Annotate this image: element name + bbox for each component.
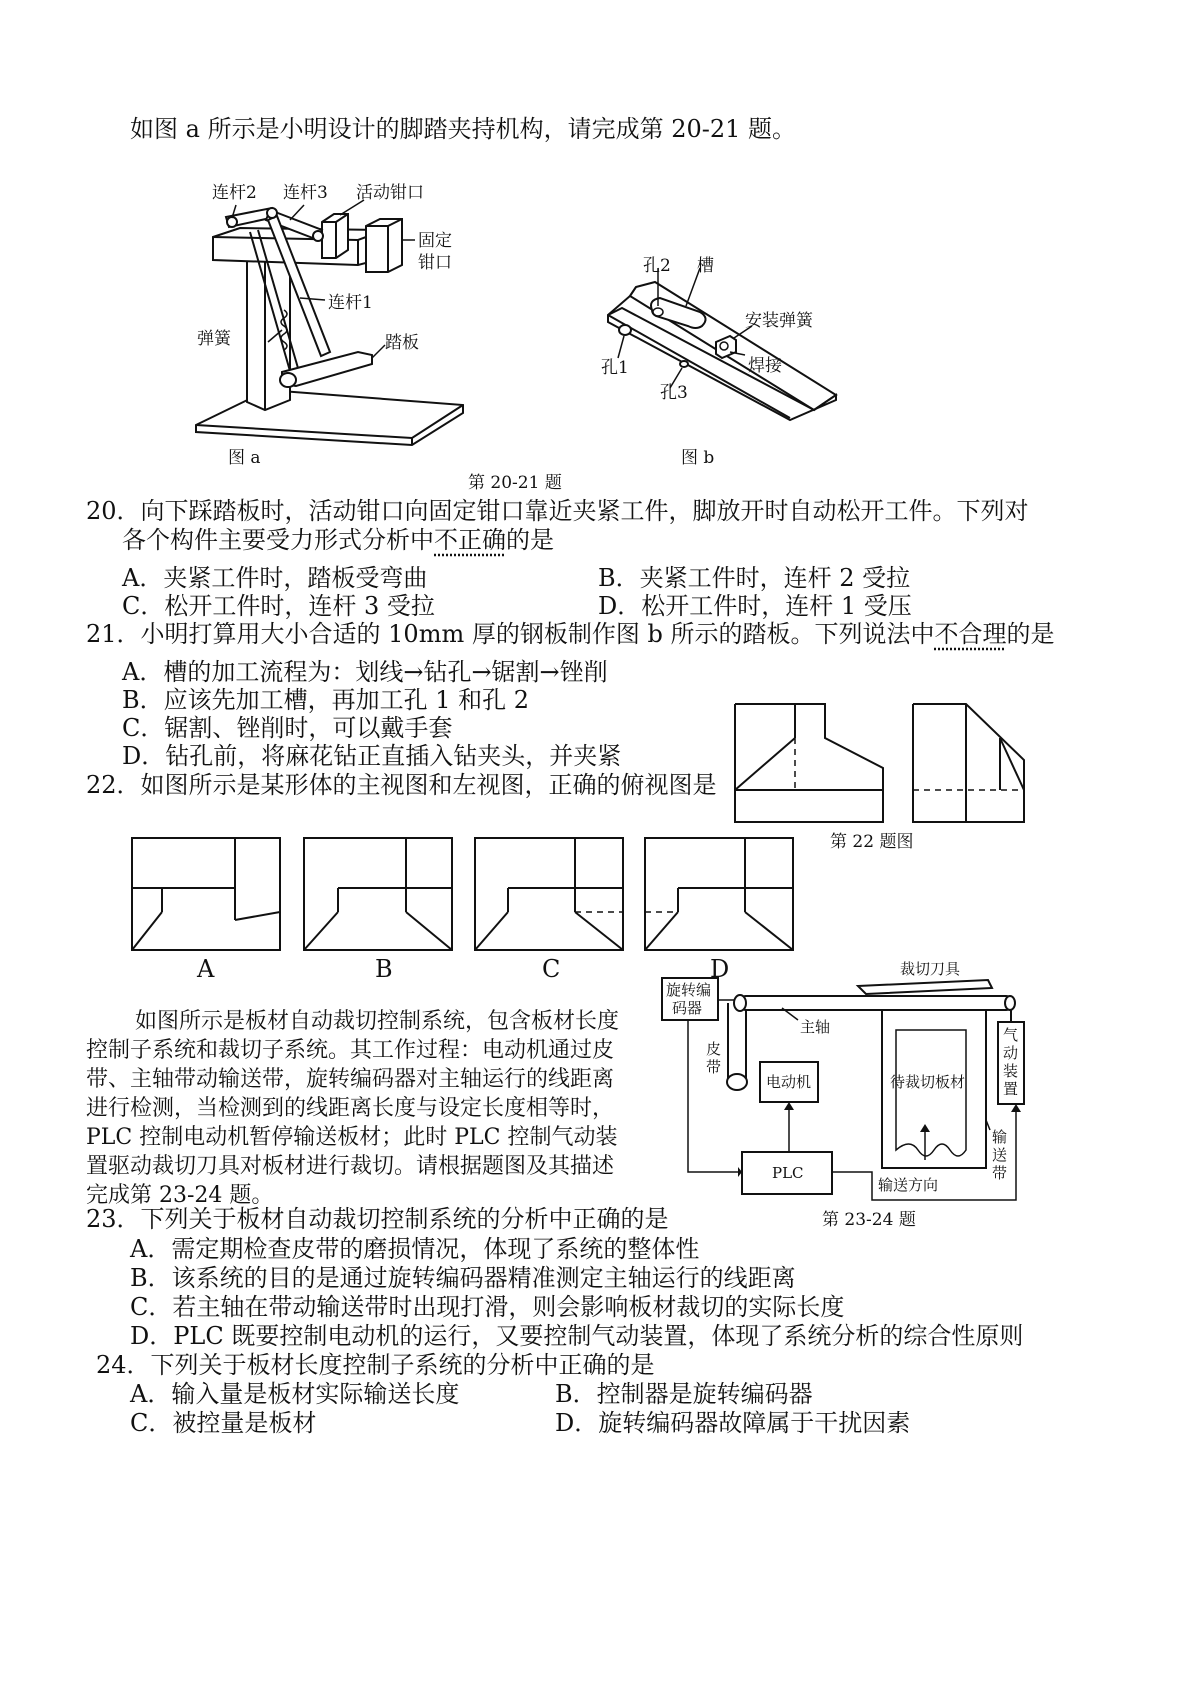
- q21-option-d: D．钻孔前，将麻花钻正直插入钻夹头，并夹紧: [122, 742, 622, 770]
- q22-option-c-drawing: [475, 838, 623, 950]
- q20-option-c: C．松开工件时，连杆 3 受拉: [122, 592, 435, 620]
- figure-23-24-drawing: [662, 978, 1024, 1200]
- fig-2324-label-pneumatic-1: 气: [1003, 1026, 1019, 1044]
- q21-stem: 21．小明打算用大小合适的 10mm 厚的钢板制作图 b 所示的踏板。下列说法中不合理的是: [86, 620, 1055, 648]
- q20-option-b: B．夹紧工件时，连杆 2 受拉: [598, 564, 911, 592]
- intro-23-24-line6: 置驱动裁切刀具对板材进行裁切。请根据题图及其描述: [86, 1154, 615, 1179]
- q23-option-c: C．若主轴在带动输送带时出现打滑，则会影响板材裁切的实际长度: [130, 1293, 845, 1321]
- q22-views-drawing: [735, 704, 1024, 822]
- fig-a-label-jaw: 钳口: [418, 253, 452, 273]
- figure-b-drawing: [608, 268, 836, 420]
- fig-a-label-spring: 弹簧: [197, 329, 231, 349]
- fig-a-label-link1: 连杆1: [328, 293, 373, 313]
- fig-2324-label-belt-1: 皮: [706, 1040, 722, 1058]
- q24-stem: 24．下列关于板材长度控制子系统的分析中正确的是: [96, 1351, 655, 1379]
- fig-b-label-hole3: 孔3: [660, 383, 688, 403]
- intro-23-24-line4: 进行检测，当检测到的线距离长度与设定长度相等时，: [86, 1096, 615, 1121]
- fig-a-label-pedal: 踏板: [385, 333, 419, 353]
- q20-stem-line1: 20．向下踩踏板时，活动钳口向固定钳口靠近夹紧工件，脚放开时自动松开工件。下列对: [86, 497, 1029, 525]
- fig-2324-label-pneumatic-3: 装: [1003, 1062, 1019, 1080]
- fig-b-label-hole2: 孔2: [643, 256, 671, 276]
- q21-emphasis: 不合理: [934, 620, 1007, 648]
- q23-stem: 23．下列关于板材自动裁切控制系统的分析中正确的是: [86, 1205, 669, 1233]
- q22-option-c-label: C: [542, 955, 561, 983]
- q22-option-d-label: D: [710, 955, 730, 983]
- fig-a-label-moving-jaw: 活动钳口: [356, 183, 424, 203]
- fig-2324-label-conveyor-2: 送: [992, 1146, 1008, 1164]
- fig-2324-label-motor: 电动机: [766, 1073, 812, 1091]
- fig-2324-label-plc: PLC: [772, 1164, 804, 1182]
- q22-option-d-drawing: [645, 838, 793, 950]
- fig-2324-caption: 第 23-24 题: [822, 1210, 916, 1230]
- fig-20-21-caption: 第 20-21 题: [468, 473, 562, 493]
- q20-emphasis: 不正确: [434, 526, 506, 554]
- intro-23-24-line5: PLC 控制电动机暂停输送板材；此时 PLC 控制气动装: [86, 1125, 618, 1150]
- fig-2324-label-encoder-2: 码器: [672, 999, 703, 1017]
- fig-2324-label-pneumatic-2: 动: [1003, 1044, 1019, 1062]
- q23-option-b: B．该系统的目的是通过旋转编码器精准测定主轴运行的线距离: [130, 1264, 796, 1292]
- fig-2324-label-conveyor-3: 带: [992, 1164, 1008, 1182]
- fig-b-label-hole1: 孔1: [601, 358, 629, 378]
- fig-2324-label-shaft: 主轴: [800, 1018, 831, 1036]
- q21-option-b: B．应该先加工槽，再加工孔 1 和孔 2: [122, 686, 530, 714]
- fig-a-label-fixed: 固定: [418, 231, 452, 251]
- q22-option-a-label: A: [197, 955, 215, 983]
- fig-a-label-link3: 连杆3: [283, 183, 328, 203]
- fig-2324-label-pneumatic-4: 置: [1003, 1080, 1019, 1098]
- fig-b-caption: 图 b: [681, 448, 715, 468]
- q22-option-a-drawing: [132, 838, 280, 950]
- q20-stem-line2: 各个构件主要受力形式分析中不正确的是: [122, 526, 554, 554]
- q22-option-b-label: B: [375, 955, 393, 983]
- intro-23-24-line2: 控制子系统和裁切子系统。其工作过程：电动机通过皮: [86, 1038, 615, 1063]
- fig-2324-label-conveyor-1: 输: [992, 1128, 1008, 1146]
- q20-option-d: D．松开工件时，连杆 1 受压: [598, 592, 912, 620]
- fig-2324-label-cutter: 裁切刀具: [900, 960, 961, 978]
- q21-option-c: C．锯割、锉削时，可以戴手套: [122, 714, 453, 742]
- q22-caption: 第 22 题图: [830, 832, 914, 852]
- fig-b-label-slot: 槽: [697, 256, 714, 276]
- intro-23-24-line1: 如图所示是板材自动裁切控制系统，包含板材长度: [135, 1009, 620, 1034]
- fig-b-label-weld: 焊接: [748, 356, 782, 376]
- fig-2324-label-direction: 输送方向: [878, 1176, 939, 1194]
- q21-option-a: A．槽的加工流程为：划线→钻孔→锯割→锉削: [122, 658, 608, 686]
- q20-option-a: A．夹紧工件时，踏板受弯曲: [122, 564, 428, 592]
- q22-option-b-drawing: [304, 838, 452, 950]
- fig-2324-label-belt-2: 带: [706, 1058, 722, 1076]
- fig-2324-label-board: 待裁切板材: [890, 1073, 966, 1091]
- q24-option-a: A．输入量是板材实际输送长度: [130, 1380, 460, 1408]
- q24-option-d: D．旋转编码器故障属于干扰因素: [555, 1409, 911, 1437]
- fig-a-label-link2: 连杆2: [212, 183, 257, 203]
- q22-stem: 22．如图所示是某形体的主视图和左视图，正确的俯视图是: [86, 771, 717, 799]
- intro-23-24-line3: 带、主轴带动输送带，旋转编码器对主轴运行的线距离: [86, 1067, 615, 1092]
- fig-a-caption: 图 a: [228, 448, 261, 468]
- fig-2324-label-encoder-1: 旋转编: [666, 981, 712, 999]
- intro-23-24-line7: 完成第 23-24 题。: [86, 1183, 274, 1208]
- q23-option-a: A．需定期检查皮带的磨损情况，体现了系统的整体性: [130, 1235, 700, 1263]
- q24-option-c: C．被控量是板材: [130, 1409, 317, 1437]
- fig-b-label-spring-mount: 安装弹簧: [745, 311, 813, 331]
- q23-option-d: D．PLC 既要控制电动机的运行，又要控制气动装置，体现了系统分析的综合性原则: [130, 1322, 1024, 1350]
- intro-20-21: 如图 a 所示是小明设计的脚踏夹持机构，请完成第 20-21 题。: [130, 115, 797, 143]
- q24-option-b: B．控制器是旋转编码器: [555, 1380, 813, 1408]
